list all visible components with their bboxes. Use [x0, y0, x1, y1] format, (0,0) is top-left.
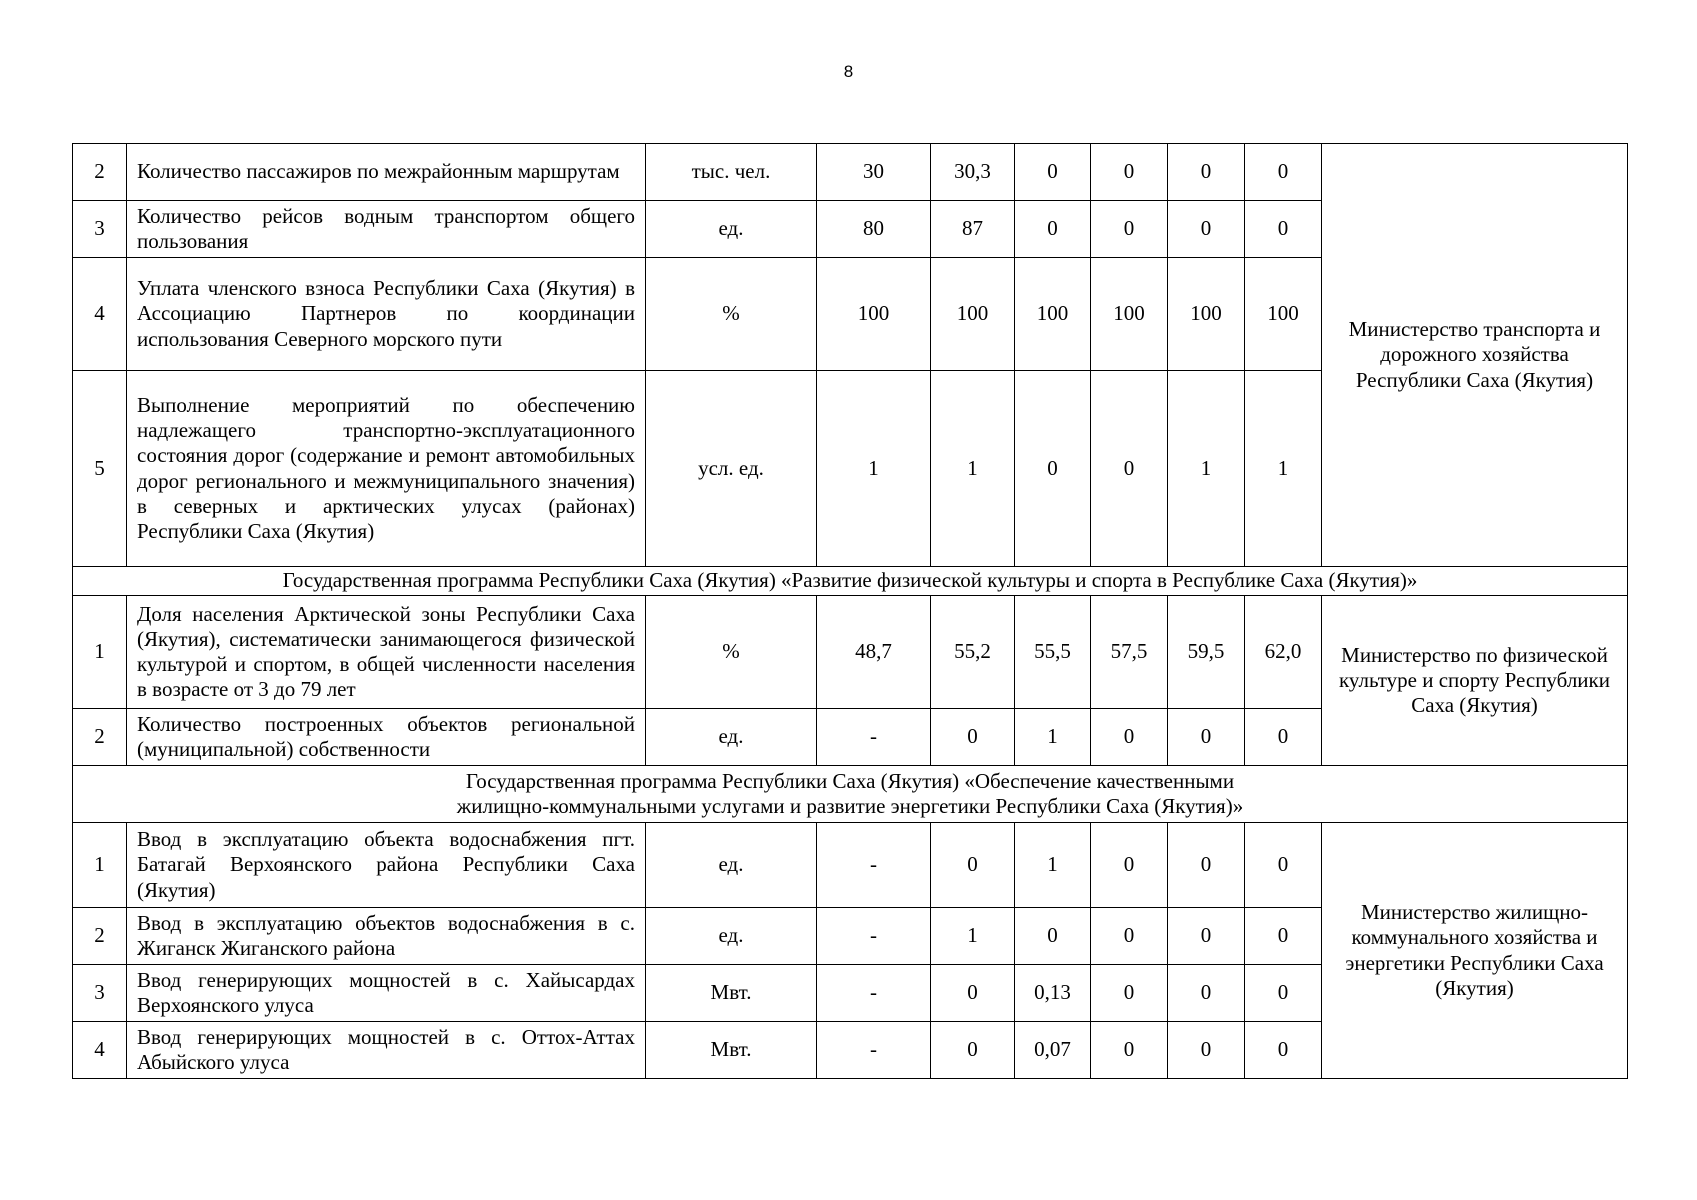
value-cell: 0 [931, 965, 1015, 1022]
row-number: 1 [73, 596, 127, 709]
table-row [73, 823, 1628, 908]
value-cell: 0 [1015, 371, 1091, 567]
responsible-department: Министерство по физической культуре и спорту Республики Саха (Якутия) [1322, 596, 1628, 766]
value-cell: 0 [931, 709, 1015, 766]
value-cell: 30,3 [931, 144, 1015, 201]
value-cell: 100 [1245, 258, 1322, 371]
row-number: 3 [73, 965, 127, 1022]
page-number: 8 [843, 62, 854, 81]
indicator-name: Ввод генерирующих мощностей в с. Оттох-Аттах Абыйского улуса [127, 1022, 646, 1079]
value-cell: 0 [1091, 965, 1168, 1022]
value-cell: 87 [931, 201, 1015, 258]
value-cell: 0,07 [1015, 1022, 1091, 1079]
value-cell: 62,0 [1245, 596, 1322, 709]
value-cell: 0 [1091, 201, 1168, 258]
value-cell: 55,5 [1015, 596, 1091, 709]
row-number: 2 [73, 144, 127, 201]
value-cell: - [817, 965, 931, 1022]
unit-cell: ед. [646, 908, 817, 965]
value-cell: 0 [1091, 709, 1168, 766]
value-cell: 0 [931, 823, 1015, 908]
indicator-name: Ввод генерирующих мощностей в с. Хайысардах Верхоянского улуса [127, 965, 646, 1022]
value-cell: 55,2 [931, 596, 1015, 709]
indicator-name: Ввод в эксплуатацию объекта водоснабжения пгт. Батагай Верхоянского района Республики Саха (Якутия) [127, 823, 646, 908]
unit-cell: Мвт. [646, 965, 817, 1022]
unit-cell: тыс. чел. [646, 144, 817, 201]
row-number: 4 [73, 258, 127, 371]
value-cell: 0 [1091, 371, 1168, 567]
value-cell: 0 [1015, 201, 1091, 258]
value-cell: 1 [1015, 823, 1091, 908]
value-cell: 1 [1168, 371, 1245, 567]
value-cell: 0 [1091, 1022, 1168, 1079]
value-cell: 0 [1245, 965, 1322, 1022]
section-header-row [73, 766, 1628, 823]
table-row [73, 596, 1628, 709]
indicator-name: Уплата членского взноса Республики Саха (Якутия) в Ассоциацию Партнеров по координации использования Северного морского пути [127, 258, 646, 371]
value-cell: 0 [1015, 144, 1091, 201]
value-cell: 30 [817, 144, 931, 201]
value-cell: 0 [1168, 908, 1245, 965]
indicator-name: Ввод в эксплуатацию объектов водоснабжения в с. Жиганск Жиганского района [127, 908, 646, 965]
value-cell: 100 [817, 258, 931, 371]
unit-cell: усл. ед. [646, 371, 817, 567]
unit-cell: ед. [646, 823, 817, 908]
value-cell: 0 [1168, 709, 1245, 766]
value-cell: - [817, 1022, 931, 1079]
row-number: 5 [73, 371, 127, 567]
value-cell: 0 [1168, 823, 1245, 908]
row-number: 3 [73, 201, 127, 258]
section-title-line: Государственная программа Республики Саха (Якутия) «Обеспечение качественными [465, 768, 1235, 793]
value-cell: 1 [1015, 709, 1091, 766]
unit-cell: ед. [646, 709, 817, 766]
value-cell: 0,13 [1015, 965, 1091, 1022]
indicator-name: Количество построенных объектов региональной (муниципальной) собственности [127, 709, 646, 766]
value-cell: 0 [1168, 144, 1245, 201]
value-cell: 0 [1245, 709, 1322, 766]
indicator-name: Количество рейсов водным транспортом общего пользования [127, 201, 646, 258]
value-cell: 0 [1245, 823, 1322, 908]
value-cell: 0 [1015, 908, 1091, 965]
value-cell: 0 [1168, 1022, 1245, 1079]
indicator-name: Выполнение мероприятий по обеспечению надлежащего транспортно-эксплуатационного состояния дорог (содержание и ремонт автомобильных дорог регионального и межмуниципального значения) в северных и арктических улусах (районах) Республики Саха (Якутия) [127, 371, 646, 567]
value-cell: 0 [931, 1022, 1015, 1079]
value-cell: 100 [1015, 258, 1091, 371]
value-cell: 0 [1091, 908, 1168, 965]
indicator-name: Количество пассажиров по межрайонным маршрутам [127, 144, 646, 201]
section-title [73, 766, 1628, 823]
value-cell: 0 [1245, 201, 1322, 258]
value-cell: 1 [817, 371, 931, 567]
row-number: 4 [73, 1022, 127, 1079]
section-header-row [73, 567, 1628, 596]
value-cell: 100 [1091, 258, 1168, 371]
indicators-table [72, 143, 1628, 1079]
value-cell: 0 [1091, 144, 1168, 201]
table-row [73, 144, 1628, 201]
value-cell: 80 [817, 201, 931, 258]
value-cell: 0 [1245, 908, 1322, 965]
value-cell: 1 [1245, 371, 1322, 567]
unit-cell: Мвт. [646, 1022, 817, 1079]
value-cell: 59,5 [1168, 596, 1245, 709]
value-cell: - [817, 823, 931, 908]
value-cell: 0 [1168, 965, 1245, 1022]
unit-cell: % [646, 596, 817, 709]
section-title: Государственная программа Республики Саха (Якутия) «Развитие физической культуры и спорта в Республике Саха (Якутия)» [73, 567, 1628, 596]
indicator-name: Доля населения Арктической зоны Республики Саха (Якутия), систематически занимающегося физической культурой и спортом, в общей численности населения в возрасте от 3 до 79 лет [127, 596, 646, 709]
value-cell: 57,5 [1091, 596, 1168, 709]
row-number: 2 [73, 709, 127, 766]
value-cell: - [817, 908, 931, 965]
value-cell: 0 [1245, 144, 1322, 201]
value-cell: - [817, 709, 931, 766]
row-number: 1 [73, 823, 127, 908]
unit-cell: ед. [646, 201, 817, 258]
value-cell: 0 [1091, 823, 1168, 908]
unit-cell: % [646, 258, 817, 371]
value-cell: 1 [931, 371, 1015, 567]
value-cell: 100 [1168, 258, 1245, 371]
value-cell: 0 [1245, 1022, 1322, 1079]
value-cell: 1 [931, 908, 1015, 965]
row-number: 2 [73, 908, 127, 965]
responsible-department: Министерство жилищно-коммунального хозяйства и энергетики Республики Саха (Якутия) [1322, 823, 1628, 1079]
responsible-department: Министерство транспорта и дорожного хозяйства Республики Саха (Якутия) [1322, 144, 1628, 567]
section-title-line: жилищно-коммунальными услугами и развитие энергетики Республики Саха (Якутия)» [456, 794, 1244, 818]
value-cell: 48,7 [817, 596, 931, 709]
value-cell: 0 [1168, 201, 1245, 258]
value-cell: 100 [931, 258, 1015, 371]
